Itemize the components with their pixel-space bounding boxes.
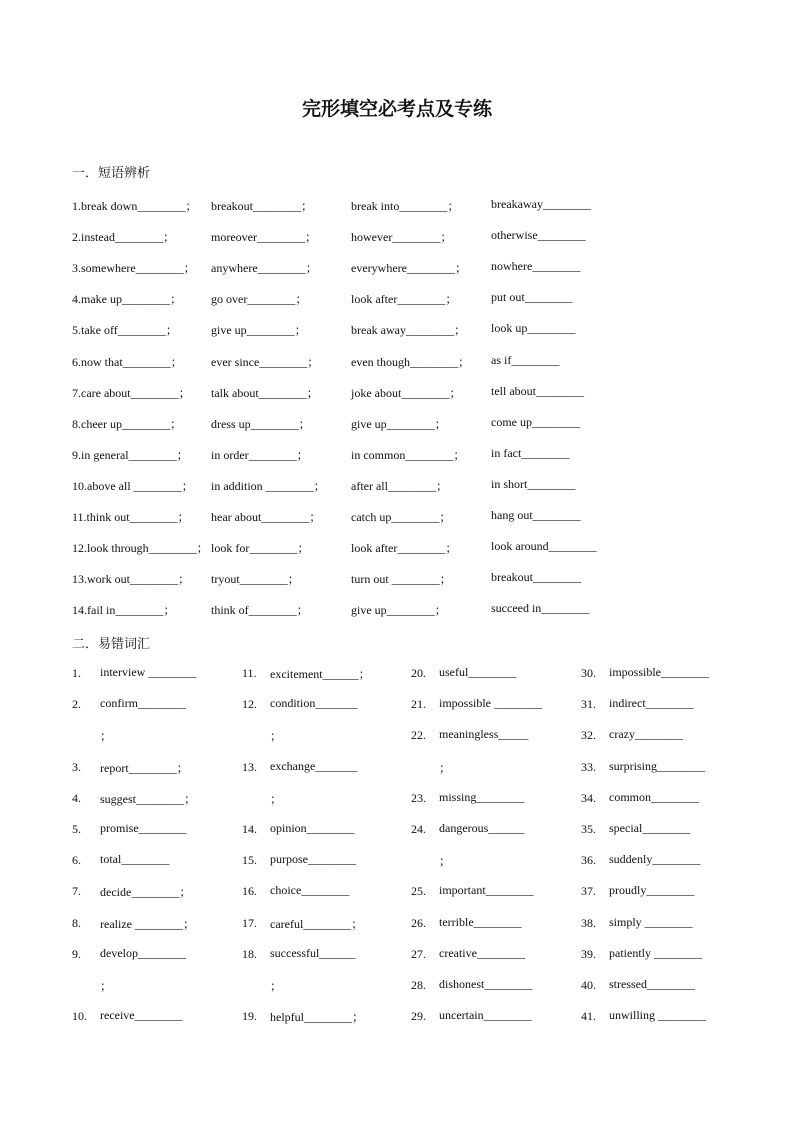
phrase-item: turn out ________； — [351, 572, 452, 587]
vocab-item: suggest________； — [100, 791, 197, 806]
vocab-number: 13. — [242, 759, 257, 774]
phrase-item: nowhere________ — [491, 259, 581, 274]
phrase-row — [72, 446, 772, 468]
phrase-item: as if________ — [491, 352, 560, 367]
vocab-item: develop________ — [100, 945, 186, 960]
phrase-item: succeed in________ — [491, 601, 590, 616]
phrase-item: even though________； — [351, 354, 470, 369]
phrase-item: 2.instead________； — [72, 230, 175, 245]
phrase-item: dress up________； — [211, 416, 311, 431]
vocab-item: surprising________ — [609, 758, 705, 773]
phrase-row — [72, 384, 772, 406]
vocab-item: creative________ — [439, 945, 525, 960]
phrase-item: hear about________； — [211, 510, 322, 524]
vocab-number: 31. — [581, 697, 596, 712]
vocab-item: ； — [270, 791, 283, 806]
phrase-item: 14.fail in________； — [72, 603, 176, 618]
vocab-item: interview ________ — [100, 665, 197, 679]
phrase-item: otherwise________ — [491, 228, 586, 243]
section-heading-vocabulary: 二．易错词汇 — [72, 637, 151, 652]
phrase-item: breakout________ — [491, 570, 581, 585]
phrase-item: look for________； — [211, 541, 310, 556]
vocab-number: 36. — [581, 853, 596, 868]
vocab-item: useful________ — [439, 665, 517, 679]
vocab-item: choice________ — [270, 883, 350, 898]
vocab-number: 39. — [581, 946, 596, 961]
vocab-number: 23. — [411, 790, 426, 805]
vocab-number: 12. — [242, 697, 257, 712]
phrase-item: tryout________； — [211, 572, 300, 587]
vocab-item: helpful________； — [270, 1010, 364, 1025]
phrase-row — [72, 415, 772, 437]
vocab-number: 29. — [411, 1009, 426, 1024]
vocab-number: 34. — [581, 790, 596, 805]
vocab-number: 16. — [242, 884, 257, 899]
phrase-item: however________； — [351, 230, 453, 245]
vocab-item: promise________ — [100, 821, 187, 835]
vocab-item: impossible________ — [609, 665, 710, 679]
vocab-item: successful______ — [270, 945, 356, 960]
phrase-item: give up________； — [211, 323, 307, 338]
vocab-number: 41. — [581, 1009, 596, 1024]
phrase-item: look up________ — [491, 321, 576, 336]
vocab-number: 22. — [411, 728, 426, 743]
vocab-item: exchange_______ — [270, 758, 358, 773]
vocab-number: 18. — [242, 946, 257, 961]
vocab-item: missing________ — [439, 789, 525, 804]
phrase-row — [72, 570, 772, 592]
vocab-number: 2. — [72, 697, 81, 712]
vocab-number: 37. — [581, 884, 596, 899]
phrase-item: anywhere________； — [211, 261, 318, 276]
phrase-item: ever since________； — [211, 354, 320, 369]
phrase-item: in addition ________； — [211, 478, 326, 493]
phrase-row — [72, 508, 772, 530]
phrase-item: everywhere________； — [351, 261, 467, 276]
vocab-number: 21. — [411, 697, 426, 712]
vocab-item: stressed________ — [609, 977, 695, 991]
vocab-number: 19. — [242, 1009, 257, 1024]
phrase-row — [72, 321, 772, 343]
vocab-number: 30. — [581, 666, 596, 680]
phrase-item: 3.somewhere________； — [72, 261, 196, 276]
phrase-item: give up________； — [351, 603, 447, 618]
phrase-item: give up________； — [351, 416, 447, 431]
vocab-number: 25. — [411, 884, 426, 899]
vocab-number: 20. — [411, 666, 426, 680]
phrase-item: 8.cheer up________； — [72, 416, 182, 431]
vocab-item: suddenly________ — [609, 852, 701, 867]
vocab-number: 10. — [72, 1009, 87, 1024]
phrase-item: look around________ — [491, 539, 597, 554]
vocab-number: 40. — [581, 978, 596, 992]
vocab-number: 5. — [72, 822, 81, 836]
phrase-item: in short________ — [491, 476, 576, 491]
phrase-item: 7.care about________； — [72, 385, 191, 400]
vocab-item: unwilling ________ — [609, 1008, 707, 1023]
vocab-item: crazy________ — [609, 727, 683, 742]
vocab-item: common________ — [609, 789, 699, 804]
vocab-item: confirm________ — [100, 696, 186, 711]
vocab-item: ； — [100, 979, 113, 993]
vocab-item: simply ________ — [609, 914, 693, 929]
phrase-item: 13.work out________； — [72, 572, 190, 587]
vocab-item: careful________； — [270, 916, 364, 931]
phrase-row — [72, 259, 772, 281]
phrase-item: hang out________ — [491, 508, 581, 522]
phrase-item: 9.in general________； — [72, 447, 189, 462]
vocab-number: 7. — [72, 884, 81, 899]
phrase-item: look after________； — [351, 541, 458, 556]
vocab-item: realize ________； — [100, 916, 195, 931]
phrase-item: come up________ — [491, 414, 580, 429]
phrase-item: talk about________； — [211, 385, 319, 400]
vocab-item: special________ — [609, 821, 691, 835]
vocab-item: indirect________ — [609, 696, 694, 711]
phrase-row — [72, 477, 772, 499]
vocab-item: uncertain________ — [439, 1008, 532, 1023]
vocab-item: total________ — [100, 852, 170, 867]
vocab-number: 1. — [72, 666, 81, 680]
vocab-number: 28. — [411, 978, 426, 992]
phrase-row — [72, 228, 772, 250]
phrase-row — [72, 601, 772, 623]
vocab-item: opinion________ — [270, 821, 355, 835]
phrase-item: think of________； — [211, 603, 309, 618]
vocab-number: 15. — [242, 853, 257, 868]
phrase-row — [72, 197, 772, 219]
section-heading-phrases: 一．短语辨析 — [72, 166, 151, 181]
vocab-item: meaningless_____ — [439, 727, 529, 742]
vocab-item: excitement______； — [270, 667, 371, 681]
vocab-number: 3. — [72, 759, 81, 774]
phrase-item: breakaway________ — [491, 197, 591, 211]
vocab-number: 11. — [242, 666, 257, 680]
vocab-item: important________ — [439, 883, 534, 898]
phrase-item: breakout________； — [211, 199, 313, 213]
phrase-row — [72, 539, 772, 561]
phrase-item: break away________； — [351, 323, 466, 338]
phrase-item: 10.above all ________； — [72, 478, 194, 493]
phrase-item: joke about________； — [351, 385, 462, 400]
vocab-item: decide________； — [100, 885, 192, 900]
vocab-item: report________； — [100, 760, 189, 775]
vocab-item: proudly________ — [609, 883, 695, 898]
phrase-item: 5.take off________； — [72, 323, 178, 338]
vocab-item: dangerous______ — [439, 821, 525, 835]
vocab-number: 17. — [242, 915, 257, 930]
vocab-item: ； — [100, 729, 113, 744]
vocab-number: 32. — [581, 728, 596, 743]
vocab-item: ； — [270, 979, 283, 993]
phrase-row — [72, 290, 772, 312]
vocab-number: 33. — [581, 759, 596, 774]
vocab-number: 38. — [581, 915, 596, 930]
vocab-item: dishonest________ — [439, 977, 533, 991]
phrase-item: in order________； — [211, 447, 309, 462]
vocab-number: 9. — [72, 946, 81, 961]
phrase-item: 1.break down________； — [72, 199, 198, 213]
phrase-item: break into________； — [351, 199, 460, 213]
phrase-item: put out________ — [491, 290, 573, 305]
phrase-item: 4.make up________； — [72, 292, 182, 307]
vocab-item: purpose________ — [270, 852, 356, 867]
vocab-number: 14. — [242, 822, 257, 836]
phrase-item: go over________； — [211, 292, 308, 307]
vocab-number: 35. — [581, 822, 596, 836]
vocab-item: receive________ — [100, 1008, 183, 1023]
vocab-item: ； — [270, 729, 283, 744]
vocab-number: 4. — [72, 790, 81, 805]
phrase-item: tell about________ — [491, 383, 584, 398]
vocab-item: ； — [439, 760, 452, 775]
page-title: 完形填空必考点及专练 — [301, 98, 492, 120]
phrase-item: 6.now that________； — [72, 354, 183, 369]
vocab-item: terrible________ — [439, 914, 522, 929]
phrase-item: look after________； — [351, 292, 458, 307]
vocab-number: 27. — [411, 946, 426, 961]
vocab-number: 24. — [411, 822, 426, 836]
vocab-number: 8. — [72, 915, 81, 930]
vocab-item: patiently ________ — [609, 945, 702, 960]
phrase-item: 11.think out________； — [72, 510, 190, 524]
phrase-item: moreover________； — [211, 230, 317, 245]
phrase-item: 12.look through________； — [72, 541, 209, 556]
phrase-row — [72, 353, 772, 375]
phrase-item: in common________； — [351, 447, 466, 462]
vocab-item: condition_______ — [270, 696, 358, 711]
phrase-item: after all________； — [351, 478, 448, 493]
vocab-item: ； — [439, 854, 452, 869]
phrase-item: catch up________； — [351, 510, 452, 524]
vocab-number: 26. — [411, 915, 426, 930]
phrase-item: in fact________ — [491, 445, 570, 460]
vocab-number: 6. — [72, 853, 81, 868]
vocab-item: impossible ________ — [439, 696, 543, 711]
